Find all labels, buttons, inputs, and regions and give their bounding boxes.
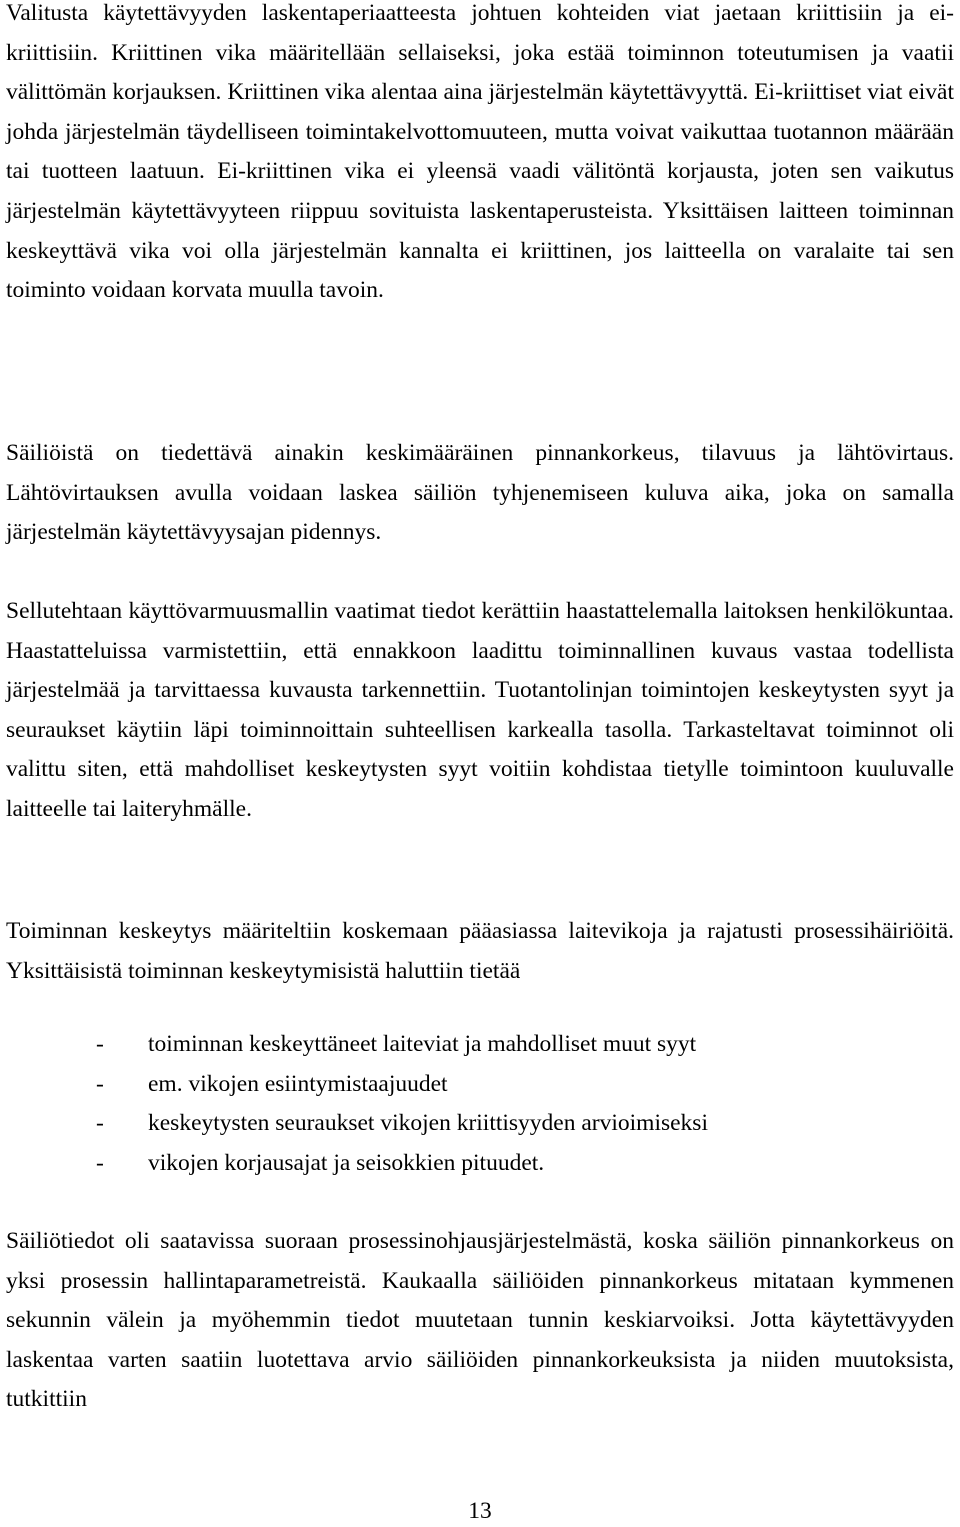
paragraph-criticality: Valitusta käytettävyyden laskentaperiaatteesta johtuen kohteiden viat jaetaan kriittisiin ja ei-kriittisiin. Kriittinen vika määritellään sellaiseksi, joka estää toiminnon toteutumisen ja vaatii välittömän korjauksen. Kriittinen vika alentaa aina järjestelmän käytettävyyttä. Ei-kriittiset viat eivät johda järjestelmän täydelliseen toimintakelvottomuuteen, mutta voivat vaikuttaa tuotannon määrään tai tuotteen laatuun. Ei-kriittinen vika ei yleensä vaadi välitöntä korjausta, joten sen vaikutus järjestelmän käytettävyyteen riippuu sovituista laskentaperusteista. Yksittäisen laitteen toiminnan keskeyttävä vika voi olla järjestelmän kannalta ei kriittinen, jos laitteella on varalaite tai sen toiminto voidaan korvata muulla tavoin. <box>6 0 954 304</box>
paragraph-interruption: Toiminnan keskeytys määriteltiin koskemaan pääasiassa laitevikoja ja rajatusti prosessihäiriöitä. Yksittäisistä toiminnan keskeytymisistä haluttiin tietää <box>6 918 954 984</box>
list-dash: - <box>96 1031 104 1057</box>
list-item <box>6 1025 954 1065</box>
list-item-text: em. vikojen esiintymistaajuudet <box>148 1070 448 1097</box>
list-item-text: keskeytysten seuraukset vikojen kriittisyyden arvioimiseksi <box>148 1110 708 1137</box>
paragraph-tanks: Säiliöistä on tiedettävä ainakin keskimääräinen pinnankorkeus, tilavuus ja lähtövirtaus. Lähtövirtauksen avulla voidaan laskea säiliön tyhjenemiseen kuluva aika, joka on samalla järjestelmän käytettävyysajan pidennys. <box>6 440 954 546</box>
list-dash: - <box>96 1110 104 1137</box>
list-item <box>6 1065 954 1105</box>
list-dash: - <box>96 1149 104 1176</box>
interruption-info-list <box>6 1025 954 1183</box>
list-item-text: toiminnan keskeyttäneet laiteviat ja mahdolliset muut syyt <box>148 1031 697 1057</box>
page-number: 13 <box>468 1498 492 1524</box>
list-item-text: vikojen korjausajat ja seisokkien pituudet. <box>148 1149 545 1176</box>
list-item <box>6 1144 954 1184</box>
paragraph-tank-data: Säiliötiedot oli saatavissa suoraan prosessinohjausjärjestelmästä, koska säiliön pinnankorkeus on yksi prosessin hallintaparametreistä. Kaukaalla säiliöiden pinnankorkeus mitataan kymmenen sekunnin välein ja myöhemmin tiedot muutetaan tunnin keskiarvoiksi. Jotta käytettävyyden laskentaa varten saatiin luotettava arvio säiliöiden pinnankorkeuksista ja niiden muutoksista, tutkittiin <box>6 1228 954 1413</box>
paragraph-data-collection: Sellutehtaan käyttövarmuusmallin vaatimat tiedot kerättiin haastattelemalla laitoksen henkilökuntaa. Haastatteluissa varmistettiin, että ennakkoon laadittu toiminnallinen kuvaus vastaa todellista järjestelmää ja tarvittaessa kuvausta tarkennettiin. Tuotantolinjan toimintojen keskeytysten syyt ja seuraukset käytiin läpi toiminnoittain suhteellisen karkealla tasolla. Tarkasteltavat toiminnot oli valittu siten, että mahdolliset keskeytysten syyt voitiin kohdistaa tietylle toimintoon kuuluvalle laitteelle tai laiteryhmälle. <box>6 598 954 822</box>
list-dash: - <box>96 1070 104 1097</box>
list-item <box>6 1104 954 1144</box>
